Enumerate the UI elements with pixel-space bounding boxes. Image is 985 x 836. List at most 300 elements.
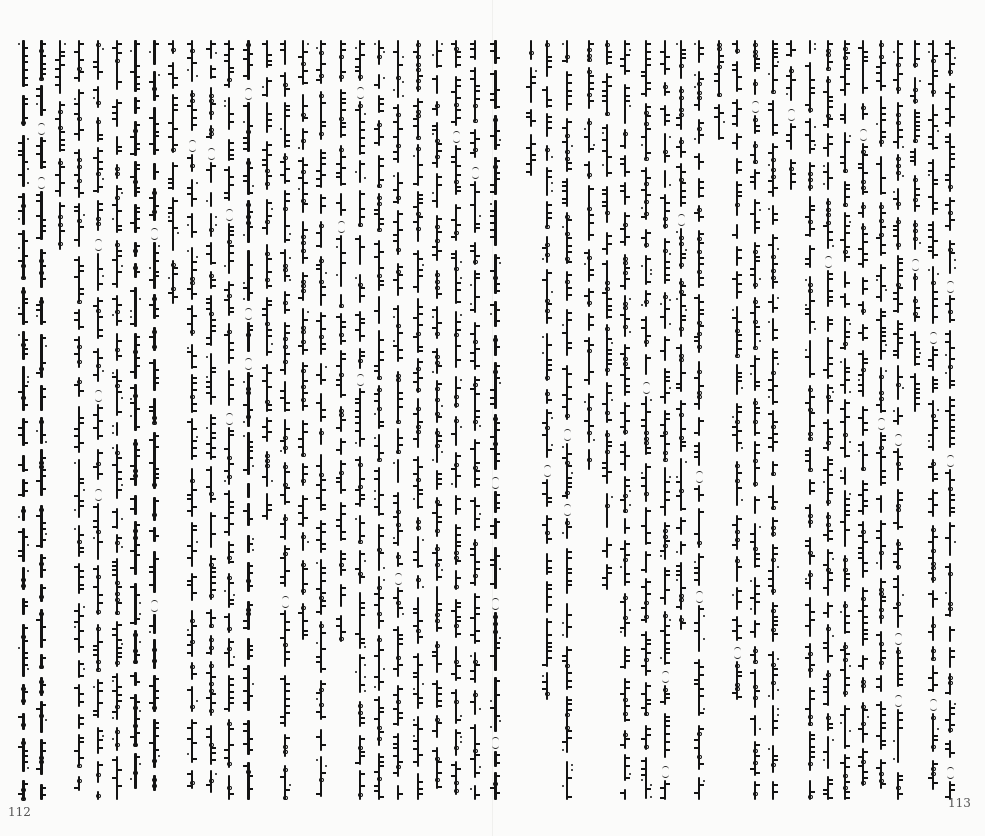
script-stroke (665, 308, 670, 310)
script-stroke (828, 492, 833, 494)
script-stroke (755, 558, 760, 560)
script-stroke (336, 618, 341, 620)
script-stroke (262, 308, 267, 310)
script-stroke (355, 442, 357, 444)
script-stroke (393, 221, 398, 223)
script-stroke (881, 85, 886, 87)
script-stroke (679, 236, 684, 240)
script-stroke (950, 153, 955, 155)
script-word (134, 287, 137, 327)
script-stroke (805, 308, 810, 310)
script-stroke (451, 764, 456, 766)
script-stroke (694, 156, 699, 158)
script-stroke (18, 196, 23, 198)
script-stroke (676, 481, 681, 483)
text-column (805, 40, 816, 800)
script-stroke (206, 728, 211, 730)
script-stroke (77, 360, 82, 364)
script-stroke (229, 544, 234, 546)
script-stroke (644, 431, 649, 435)
script-stroke (413, 498, 415, 500)
script-stroke (413, 761, 418, 763)
script-word (566, 548, 568, 594)
script-stroke (625, 705, 630, 707)
script-stroke (493, 417, 498, 421)
script-stroke (355, 416, 360, 418)
script-stroke (301, 385, 306, 389)
script-stroke (112, 259, 117, 261)
script-stroke (229, 176, 234, 178)
script-stroke (623, 132, 628, 136)
script-stroke (283, 446, 288, 450)
script-stroke (768, 103, 773, 105)
script-stroke (562, 622, 564, 624)
script-stroke (321, 543, 326, 545)
script-stroke (39, 49, 44, 53)
script-stroke (625, 171, 630, 173)
script-stroke (490, 564, 495, 566)
script-stroke (828, 239, 833, 241)
script-stroke (454, 333, 459, 337)
script-stroke (98, 209, 103, 211)
script-stroke (584, 340, 589, 342)
script-stroke (493, 370, 498, 374)
script-stroke (786, 43, 791, 45)
script-stroke (950, 752, 955, 754)
script-stroke (285, 487, 290, 489)
script-stroke (737, 136, 742, 138)
script-stroke (737, 161, 742, 163)
script-stroke (562, 457, 567, 459)
script-stroke (435, 280, 440, 284)
script-stroke (60, 131, 65, 133)
script-stroke (437, 435, 442, 437)
script-stroke (117, 102, 122, 104)
script-stroke (737, 274, 742, 276)
script-stroke (741, 447, 743, 449)
script-stroke (676, 574, 681, 576)
script-stroke (840, 118, 845, 120)
script-stroke (786, 134, 791, 136)
script-stroke (187, 323, 192, 325)
script-stroke (117, 769, 122, 771)
script-stroke (360, 129, 365, 131)
script-stroke (432, 54, 434, 56)
script-stroke (398, 664, 403, 666)
script-stroke (379, 796, 384, 798)
script-stroke (620, 499, 625, 501)
script-stroke (248, 604, 253, 606)
script-stroke (248, 53, 253, 55)
parenthesis-mark (878, 418, 885, 430)
script-stroke (562, 181, 567, 183)
script-stroke (77, 764, 82, 768)
script-stroke (393, 316, 395, 318)
script-stroke (41, 469, 46, 471)
script-stroke (227, 456, 232, 460)
script-stroke (135, 207, 140, 209)
script-stroke (699, 242, 704, 244)
script-stroke (665, 652, 670, 654)
script-stroke (587, 93, 592, 97)
script-stroke (379, 761, 384, 763)
script-stroke (808, 178, 813, 182)
script-stroke (845, 367, 850, 369)
script-stroke (112, 717, 114, 719)
script-stroke (896, 87, 901, 91)
script-stroke (773, 124, 778, 126)
script-stroke (187, 727, 192, 729)
script-stroke (931, 624, 936, 628)
script-stroke (660, 435, 665, 437)
script-stroke (646, 258, 651, 260)
script-stroke (755, 593, 760, 595)
script-stroke (398, 638, 403, 640)
script-stroke (121, 643, 123, 645)
script-stroke (98, 739, 103, 741)
script-stroke (23, 490, 28, 492)
script-stroke (377, 612, 382, 616)
script-stroke (863, 777, 868, 779)
script-stroke (567, 398, 572, 400)
script-stroke (243, 765, 248, 767)
script-stroke (808, 795, 813, 799)
script-stroke (243, 58, 248, 60)
script-stroke (36, 309, 41, 311)
script-stroke (928, 224, 933, 226)
script-stroke (209, 274, 214, 278)
script-stroke (418, 101, 423, 103)
script-stroke (79, 265, 84, 267)
script-stroke (130, 222, 135, 224)
script-stroke (719, 61, 724, 63)
script-stroke (950, 629, 955, 631)
script-stroke (413, 221, 418, 223)
script-stroke (41, 488, 46, 490)
script-stroke (83, 606, 85, 608)
script-stroke (828, 579, 833, 581)
script-stroke (102, 370, 104, 372)
script-stroke (98, 764, 103, 766)
script-stroke (285, 88, 290, 90)
script-stroke (737, 442, 742, 444)
script-stroke (227, 556, 232, 560)
script-stroke (41, 684, 46, 686)
script-stroke (490, 559, 495, 561)
script-stroke (248, 645, 253, 647)
script-stroke (863, 51, 868, 53)
script-stroke (316, 232, 321, 234)
script-stroke (374, 478, 379, 480)
script-stroke (267, 215, 272, 217)
script-stroke (605, 450, 610, 454)
script-stroke (224, 480, 226, 482)
script-stroke (456, 174, 461, 176)
script-stroke (470, 582, 475, 584)
script-stroke (374, 676, 379, 678)
script-stroke (27, 668, 29, 670)
script-stroke (133, 706, 138, 710)
script-stroke (39, 595, 44, 599)
script-stroke (98, 747, 103, 749)
script-word (417, 653, 419, 709)
script-stroke (863, 629, 868, 631)
script-stroke (699, 608, 704, 610)
script-stroke (810, 87, 815, 89)
script-stroke (339, 333, 344, 337)
script-stroke (303, 392, 308, 394)
script-stroke (646, 128, 651, 130)
parenthesis-mark (189, 140, 196, 152)
script-word (664, 133, 666, 163)
script-stroke (876, 498, 881, 500)
script-stroke (753, 660, 758, 664)
script-stroke (41, 794, 46, 796)
script-stroke (316, 642, 318, 644)
script-stroke (898, 269, 903, 271)
script-stroke (39, 420, 44, 424)
script-stroke (135, 336, 140, 338)
script-stroke (283, 301, 288, 305)
script-stroke (945, 43, 950, 45)
script-stroke (243, 627, 248, 629)
script-stroke (79, 326, 84, 328)
script-stroke (681, 253, 686, 255)
script-stroke (945, 719, 950, 721)
script-stroke (229, 48, 234, 50)
script-stroke (697, 96, 702, 100)
script-stroke (396, 450, 401, 454)
script-stroke (567, 477, 572, 479)
script-stroke (393, 502, 398, 504)
script-stroke (499, 637, 501, 639)
script-stroke (187, 753, 189, 755)
script-stroke (589, 425, 594, 427)
script-word (624, 518, 626, 534)
script-stroke (879, 55, 884, 59)
script-stroke (192, 758, 197, 760)
script-stroke (646, 194, 651, 196)
script-stroke (117, 229, 122, 231)
script-stroke (23, 652, 28, 654)
script-stroke (316, 539, 321, 541)
script-stroke (898, 727, 903, 729)
script-stroke (413, 612, 418, 614)
script-stroke (173, 144, 178, 146)
script-stroke (646, 51, 651, 53)
script-stroke (473, 749, 478, 753)
script-stroke (681, 372, 686, 374)
script-stroke (133, 529, 138, 533)
script-stroke (954, 259, 956, 261)
script-stroke (915, 356, 920, 358)
script-stroke (360, 295, 365, 297)
script-stroke (805, 646, 810, 648)
script-stroke (321, 648, 326, 650)
script-stroke (589, 274, 594, 276)
script-stroke (149, 406, 154, 408)
script-stroke (456, 207, 461, 209)
script-word (624, 344, 626, 396)
script-stroke (98, 168, 103, 170)
script-stroke (589, 371, 594, 373)
script-stroke (18, 716, 23, 718)
script-stroke (623, 698, 628, 702)
script-stroke (187, 250, 189, 252)
text-column (316, 40, 327, 800)
script-stroke (646, 728, 651, 730)
script-stroke (130, 675, 135, 677)
script-stroke (885, 370, 887, 372)
script-stroke (316, 711, 321, 713)
script-stroke (190, 665, 195, 669)
script-stroke (644, 492, 649, 496)
script-stroke (641, 319, 646, 321)
script-stroke (679, 263, 684, 267)
script-stroke (699, 122, 704, 124)
script-stroke (607, 156, 612, 158)
script-stroke (913, 223, 918, 227)
script-stroke (828, 96, 833, 98)
script-stroke (499, 568, 501, 570)
script-stroke (641, 477, 646, 479)
script-stroke (828, 723, 833, 725)
script-stroke (529, 51, 534, 55)
script-stroke (98, 682, 103, 684)
script-stroke (206, 652, 211, 654)
script-stroke (374, 445, 379, 447)
script-stroke (810, 738, 815, 740)
script-stroke (149, 214, 154, 216)
script-stroke (879, 642, 884, 646)
script-stroke (845, 68, 850, 70)
script-stroke (435, 155, 440, 159)
script-stroke (74, 626, 76, 628)
script-stroke (735, 479, 740, 483)
script-stroke (931, 528, 936, 532)
script-stroke (676, 383, 681, 385)
script-stroke (187, 629, 189, 631)
script-stroke (398, 182, 403, 184)
script-stroke (93, 537, 95, 539)
script-stroke (565, 232, 570, 236)
script-stroke (18, 334, 20, 336)
script-stroke (663, 529, 668, 533)
script-stroke (567, 568, 572, 570)
script-stroke (542, 352, 544, 354)
script-stroke (490, 222, 495, 224)
script-stroke (285, 737, 290, 739)
script-stroke (64, 43, 66, 45)
script-stroke (584, 379, 589, 381)
script-stroke (227, 786, 232, 790)
script-stroke (441, 569, 443, 571)
script-stroke (229, 357, 234, 359)
script-stroke (646, 152, 651, 154)
script-stroke (898, 262, 903, 264)
script-stroke (567, 319, 572, 321)
script-stroke (211, 447, 216, 449)
script-stroke (154, 308, 159, 310)
script-stroke (301, 589, 306, 593)
script-stroke (665, 491, 670, 493)
script-stroke (117, 537, 122, 539)
script-stroke (755, 58, 760, 60)
script-stroke (283, 337, 288, 341)
script-stroke (139, 613, 141, 615)
script-stroke (74, 509, 76, 511)
script-stroke (112, 425, 114, 427)
script-stroke (741, 387, 743, 389)
script-stroke (737, 334, 742, 336)
script-stroke (23, 339, 28, 341)
script-stroke (858, 665, 863, 667)
script-stroke (750, 181, 755, 183)
script-stroke (206, 427, 208, 429)
script-stroke (135, 718, 140, 720)
script-stroke (45, 719, 47, 721)
script-stroke (154, 252, 159, 254)
script-stroke (454, 103, 459, 107)
script-stroke (173, 227, 178, 229)
script-stroke (173, 109, 178, 111)
script-stroke (377, 376, 382, 380)
script-stroke (168, 182, 173, 184)
script-stroke (303, 182, 308, 184)
script-stroke (768, 585, 773, 587)
script-stroke (948, 211, 953, 215)
script-stroke (246, 221, 251, 225)
script-stroke (737, 411, 742, 413)
script-stroke (319, 94, 324, 98)
script-stroke (948, 681, 953, 685)
script-stroke (879, 205, 884, 209)
script-stroke (676, 476, 678, 478)
script-stroke (547, 650, 552, 652)
script-stroke (737, 291, 742, 293)
script-stroke (755, 221, 760, 223)
script-stroke (845, 498, 850, 500)
script-stroke (737, 696, 742, 698)
script-stroke (154, 123, 159, 125)
script-stroke (398, 64, 403, 66)
script-stroke (928, 446, 933, 448)
script-stroke (495, 494, 500, 496)
script-stroke (79, 422, 84, 424)
script-stroke (451, 219, 456, 221)
script-stroke (755, 772, 760, 774)
script-stroke (620, 190, 625, 192)
script-stroke (531, 143, 536, 145)
script-stroke (173, 84, 178, 86)
script-stroke (280, 450, 282, 452)
script-stroke (93, 157, 98, 159)
script-stroke (229, 523, 234, 525)
script-stroke (303, 473, 308, 475)
script-stroke (771, 425, 776, 429)
script-stroke (432, 512, 437, 514)
script-stroke (881, 657, 886, 659)
script-stroke (641, 403, 646, 405)
script-stroke (858, 379, 860, 381)
script-stroke (130, 498, 135, 500)
script-stroke (676, 146, 681, 148)
script-stroke (336, 274, 338, 276)
parenthesis-mark (752, 101, 759, 113)
script-stroke (55, 118, 60, 120)
script-stroke (58, 242, 63, 246)
script-stroke (826, 79, 831, 83)
